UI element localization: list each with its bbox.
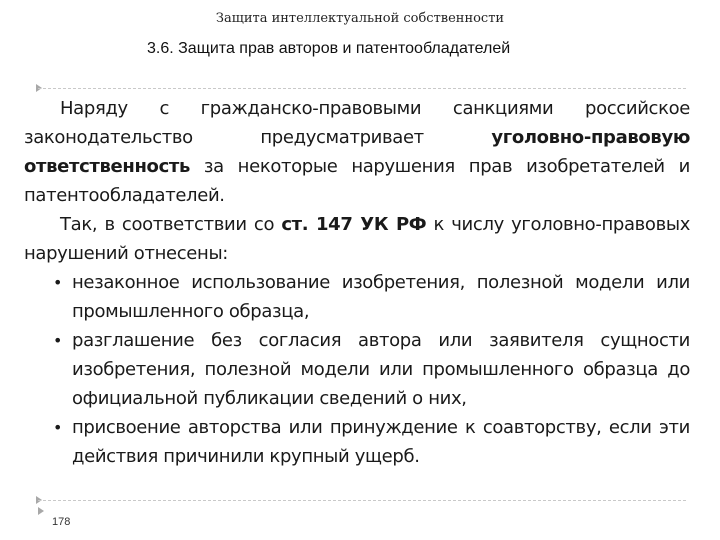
list-item-text: незаконное использование изобретения, полезной модели или промышленного образца, [72, 272, 690, 322]
bullet-icon: • [53, 331, 63, 350]
violations-list [24, 268, 690, 471]
bullet-icon: • [53, 273, 63, 292]
paragraph-2-text-start: Так, в соответствии со [60, 214, 282, 235]
document-header-title: Защита интеллектуальной собственности [215, 11, 505, 26]
list-item [53, 326, 690, 413]
page-number: 178 [52, 516, 71, 528]
main-content [24, 94, 690, 471]
list-item-text: присвоение авторства или принуждение к соавторству, если эти действия причинили крупный ущерб. [72, 417, 690, 467]
page-marker-arrow-icon [38, 507, 44, 515]
paragraph-1-text-start: Наряду с гражданско-правовыми санкциями российское законодательство предусматривает [24, 98, 690, 148]
section-title: 3.6. Защита прав авторов и патентообладателей [147, 40, 511, 57]
paragraph-1-text-end: за некоторые нарушения прав изобретателей и патентообладателей. [24, 156, 690, 206]
bottom-divider [38, 500, 686, 501]
bullet-icon: • [53, 418, 63, 437]
paragraph-2-bold-term: ст. 147 УК РФ [281, 214, 427, 235]
list-item-text: разглашение без согласия автора или заявителя сущности изобретения, полезной модели или промышленного образца до официальной публикации сведений о них, [72, 330, 690, 409]
paragraph-2-text-end: к числу уголовно-правовых нарушений отнесены: [24, 214, 691, 264]
paragraph-1 [24, 94, 690, 210]
paragraph-2 [24, 210, 690, 268]
list-item [53, 413, 690, 471]
top-divider [38, 88, 686, 89]
list-item [53, 268, 690, 326]
paragraph-1-bold-term: уголовно-правовую ответственность [24, 127, 690, 177]
